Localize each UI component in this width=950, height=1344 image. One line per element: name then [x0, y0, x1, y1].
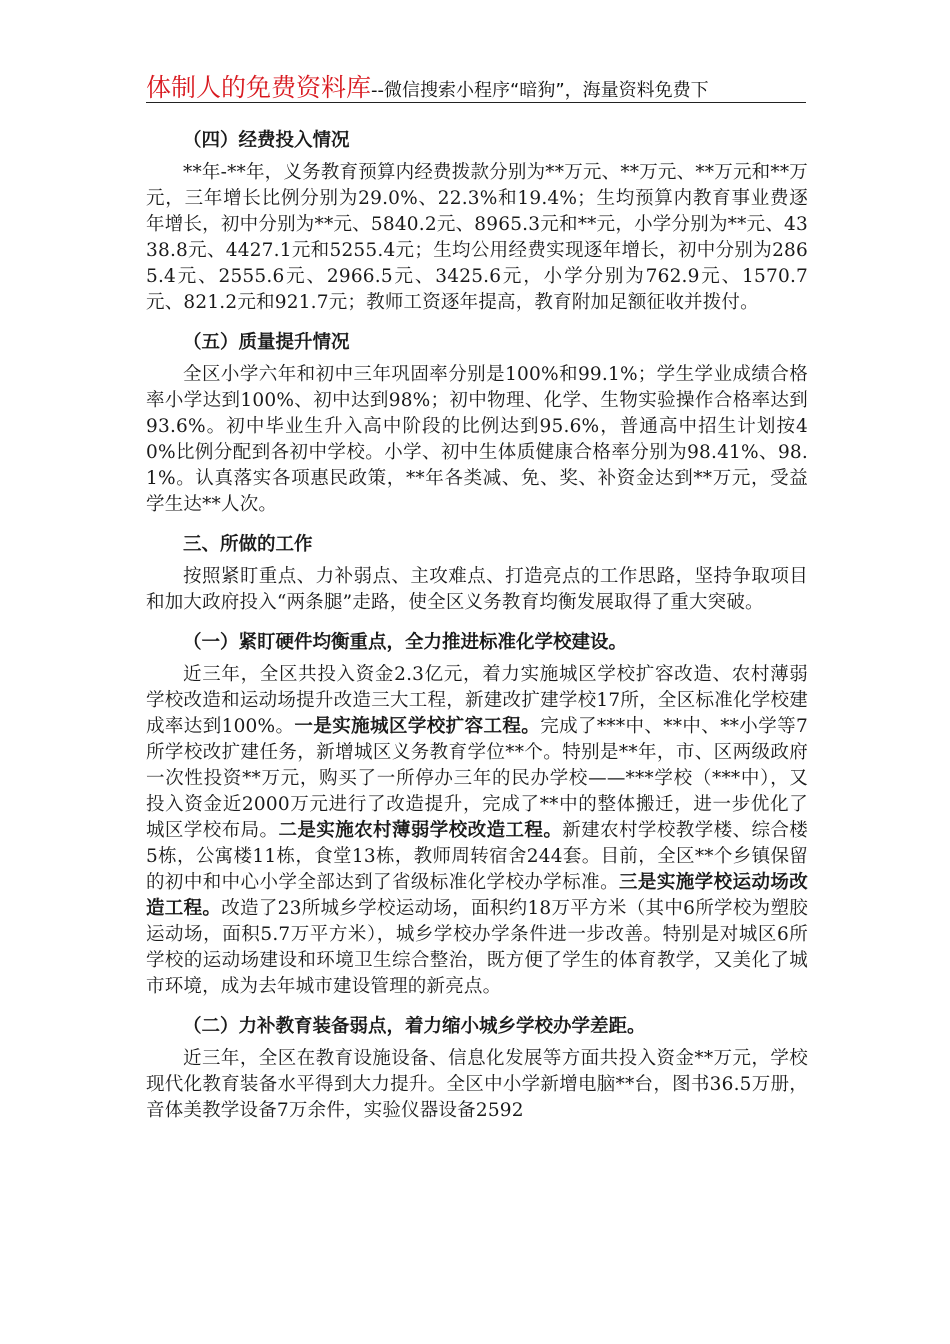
section-heading-work-done: 三、所做的工作	[183, 534, 313, 555]
hardware-point-3-title: 三是实施学校运动场改造工程。	[146, 872, 808, 919]
page-header	[146, 68, 806, 103]
hardware-intro-text: 近三年，全区共投入资金2.3亿元，着力实施城区学校扩容改造、农村薄弱学校改造和运动场提升改造三大工程，新建改扩建学校17所，全区标准化学校建成率达到100%。	[146, 664, 808, 737]
header-brand: 体制人的免费资料库	[146, 73, 372, 102]
section-heading-quality: （五）质量提升情况	[183, 332, 350, 353]
hardware-point-1-text: 完成了***中、**中、**小学等7所学校改扩建任务，新增城区义务教育学位**个。特别是**年，市、区两级政府一次性投资**万元，购买了一所停办三年的民办学校——***学校（***中），又投入资金近2000万元进行了改造提升，完成了**中的整体搬迁，进一步优化了城区学校布局。	[146, 716, 808, 841]
hardware-point-2-title: 二是实施农村薄弱学校改造工程。	[278, 820, 563, 841]
section-heading-hardware: （一）紧盯硬件均衡重点，全力推进标准化学校建设。	[183, 632, 628, 653]
hardware-point-1-title: 一是实施城区学校扩容工程。	[294, 716, 541, 737]
hardware-point-2-text: 新建农村学校教学楼、综合楼5栋，公寓楼11栋，食堂13栋，教师周转宿舍244套。目前，全区**个乡镇保留的初中和中心小学全部达到了省级标准化学校办学标准。	[146, 820, 808, 893]
section-heading-funding: （四）经费投入情况	[183, 130, 350, 151]
paragraph-quality: 全区小学六年和初中三年巩固率分别是100%和99.1%；学生学业成绩合格率小学达到100%、初中达到98%；初中物理、化学、生物实验操作合格率达到93.6%。初中毕业生升入高中阶段的比例达到95.6%，普通高中招生计划按40%比例分配到各初中学校。小学、初中生体质健康合格率分别为98.41%、98.1%。认真落实各项惠民政策，**年各类减、免、奖、补资金达到**万元，受益学生达**人次。	[146, 364, 808, 515]
paragraph-funding: **年-**年，义务教育预算内经费拨款分别为**万元、**万元、**万元和**万元，三年增长比例分别为29.0%、22.3%和19.4%；生均预算内教育事业费逐年增长，初中分别为**元、5840.2元、8965.3元和**元，小学分别为**元、4338.8元、4427.1元和5255.4元；生均公用经费实现逐年增长，初中分别为2865.4元、2555.6元、2966.5元、3425.6元，小学分别为762.9元、1570.7元、821.2元和921.7元；教师工资逐年提高，教育附加足额征收并拨付。	[146, 162, 808, 313]
header-tagline: --微信搜索小程序“暗狗”，海量资料免费下	[371, 80, 709, 101]
document-body	[146, 120, 808, 1130]
section-heading-equipment: （二）力补教育装备弱点，着力缩小城乡学校办学差距。	[183, 1016, 646, 1037]
paragraph-hardware	[146, 662, 808, 1000]
paragraph-work-done: 按照紧盯重点、力补弱点、主攻难点、打造亮点的工作思路，坚持争取项目和加大政府投入“两条腿”走路，使全区义务教育均衡发展取得了重大突破。	[146, 566, 808, 613]
paragraph-equipment: 近三年，全区在教育设施设备、信息化发展等方面共投入资金**万元，学校现代化教育装备水平得到大力提升。全区中小学新增电脑**台，图书36.5万册，音体美教学设备7万余件，实验仪器设备2592	[146, 1048, 808, 1121]
hardware-point-3-text: 改造了23所城乡学校运动场，面积约18万平方米（其中6所学校为塑胶运动场，面积5.7万平方米），城乡学校办学条件进一步改善。特别是对城区6所学校的运动场建设和环境卫生综合整治，既方便了学生的体育教学，又美化了城市环境，成为去年城市建设管理的新亮点。	[146, 898, 808, 997]
